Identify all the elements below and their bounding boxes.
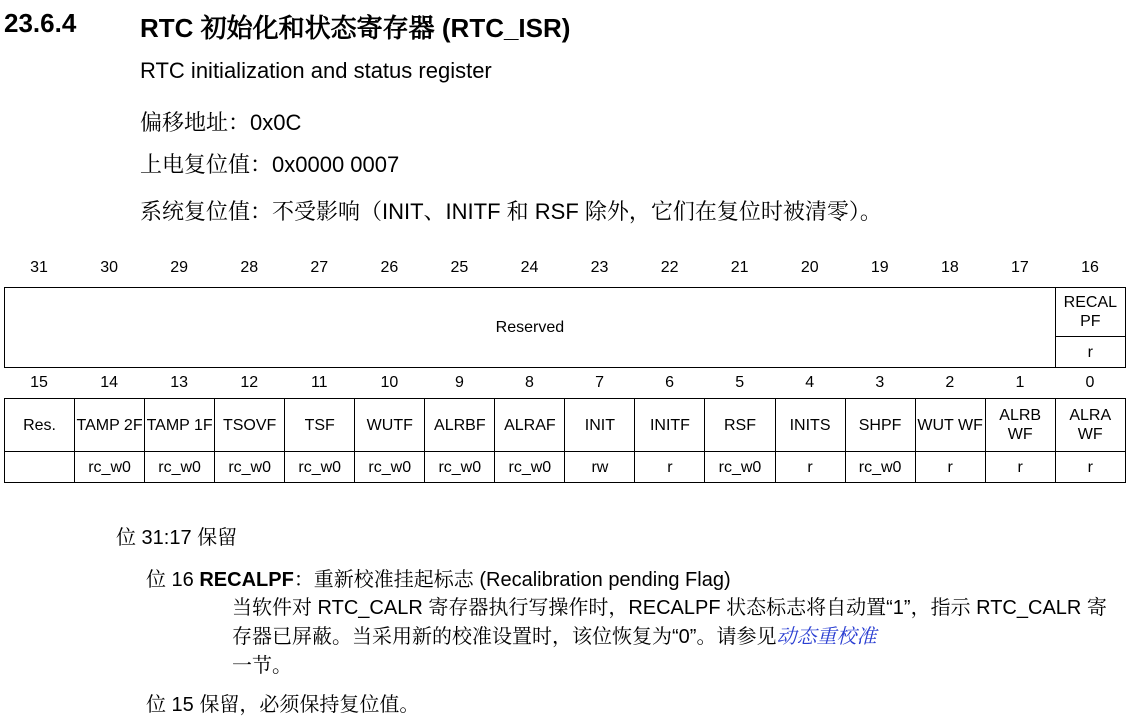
access-type: r bbox=[635, 452, 705, 483]
register-field: WUTF bbox=[355, 399, 425, 452]
access-type bbox=[5, 452, 75, 483]
bit-16-title: ：重新校准挂起标志 (Recalibration pending Flag) bbox=[293, 569, 731, 591]
bit-number: 4 bbox=[805, 374, 815, 391]
access-type: rc_w0 bbox=[705, 452, 775, 483]
bit-number: 14 bbox=[100, 374, 118, 391]
register-field: ALRAF bbox=[495, 399, 565, 452]
power-on-reset-value: 上电复位值：0x0000 0007 bbox=[140, 152, 400, 177]
register-field: ALRBF bbox=[425, 399, 495, 452]
register-field: RSF bbox=[705, 399, 775, 452]
access-type: rc_w0 bbox=[495, 452, 565, 483]
bit-numbers-high bbox=[4, 259, 1125, 277]
access-type: r bbox=[1055, 452, 1125, 483]
bit-number: 8 bbox=[525, 374, 534, 391]
register-field: ALRB WF bbox=[985, 399, 1055, 452]
register-field: INITS bbox=[775, 399, 845, 452]
register-field: Res. bbox=[5, 399, 75, 452]
bit-number: 15 bbox=[30, 374, 48, 391]
bit-number: 26 bbox=[380, 259, 399, 276]
register-field: ALRA WF bbox=[1055, 399, 1125, 452]
bit-number: 1 bbox=[1015, 374, 1025, 391]
register-field: TSF bbox=[285, 399, 355, 452]
access-type: rc_w0 bbox=[215, 452, 285, 483]
access-type: rw bbox=[565, 452, 635, 483]
bit-number: 12 bbox=[240, 374, 259, 391]
bit-number: 10 bbox=[380, 374, 399, 391]
field-recalpf: RECAL PF bbox=[1055, 288, 1125, 337]
access-type: rc_w0 bbox=[75, 452, 145, 483]
system-reset-value: 系统复位值：不受影响（INIT、INITF 和 RSF 除外，它们在复位时被清零）。 bbox=[140, 199, 882, 224]
bit-number: 20 bbox=[800, 259, 819, 276]
bit-number: 18 bbox=[940, 259, 959, 276]
register-field: TAMP 1F bbox=[145, 399, 215, 452]
access-type: rc_w0 bbox=[285, 452, 355, 483]
reserved-field: Reserved bbox=[5, 288, 1056, 368]
bit-number: 7 bbox=[595, 374, 604, 391]
bit-16-text: 当软件对 RTC_CALR 寄存器执行写操作时，RECALPF 状态标志将自动置“1”，指示 RTC_CALR 寄存器已屏蔽。当采用新的校准设置时，该位恢复为“0”。请参见 bbox=[232, 597, 1107, 648]
bit-number: 31 bbox=[30, 259, 48, 276]
register-table-low bbox=[4, 398, 1126, 483]
access-type: rc_w0 bbox=[355, 452, 425, 483]
bit-number: 29 bbox=[170, 259, 189, 276]
section-title: RTC 初始化和状态寄存器 (RTC_ISR) bbox=[140, 13, 571, 43]
register-field: INIT bbox=[565, 399, 635, 452]
register-field: SHPF bbox=[845, 399, 915, 452]
bit-number: 13 bbox=[170, 374, 189, 391]
bit-number: 24 bbox=[520, 259, 539, 276]
bit-15-description: 位 15 保留，必须保持复位值。 bbox=[146, 694, 420, 716]
bit-number: 19 bbox=[870, 259, 889, 276]
bit-number: 0 bbox=[1085, 374, 1095, 391]
register-english-name: RTC initialization and status register bbox=[140, 58, 492, 83]
section-number: 23.6.4 bbox=[4, 8, 77, 38]
bit-numbers-low bbox=[4, 374, 1125, 392]
bit-number: 11 bbox=[310, 374, 328, 391]
register-field: WUT WF bbox=[915, 399, 985, 452]
bit-16-description bbox=[232, 594, 1122, 681]
bit-16-heading bbox=[146, 563, 731, 592]
bit-number: 22 bbox=[660, 259, 679, 276]
bit-number: 23 bbox=[590, 259, 609, 276]
access-type: rc_w0 bbox=[145, 452, 215, 483]
offset-address: 偏移地址：0x0C bbox=[140, 110, 302, 135]
access-type: r bbox=[775, 452, 845, 483]
bit-31-17-description: 位 31:17 保留 bbox=[116, 527, 238, 549]
bit-number: 28 bbox=[240, 259, 259, 276]
access-recalpf: r bbox=[1055, 337, 1125, 368]
bit-number: 27 bbox=[310, 259, 329, 276]
bit-number: 5 bbox=[735, 374, 745, 391]
bit-16-prefix: 位 16 bbox=[146, 569, 200, 591]
bit-number: 25 bbox=[450, 259, 469, 276]
bit-number: 6 bbox=[665, 374, 675, 391]
dynamic-recalibration-link[interactable]: 动态重校准 bbox=[776, 626, 877, 648]
bit-number: 21 bbox=[730, 259, 749, 276]
bit-number: 2 bbox=[945, 374, 955, 391]
register-table-high bbox=[4, 287, 1126, 368]
bit-number: 9 bbox=[454, 374, 464, 391]
register-field: TSOVF bbox=[215, 399, 285, 452]
bit-number: 30 bbox=[100, 259, 118, 276]
register-field: TAMP 2F bbox=[75, 399, 145, 452]
bit-number: 3 bbox=[875, 374, 885, 391]
register-field: INITF bbox=[635, 399, 705, 452]
bit-number: 17 bbox=[1011, 259, 1029, 276]
access-type: rc_w0 bbox=[845, 452, 915, 483]
access-type: rc_w0 bbox=[425, 452, 495, 483]
bit-number: 16 bbox=[1081, 259, 1099, 276]
bit-16-suffix: 一节。 bbox=[232, 655, 292, 677]
bit-16-name: RECALPF bbox=[199, 569, 294, 591]
access-type: r bbox=[985, 452, 1055, 483]
access-type: r bbox=[915, 452, 985, 483]
